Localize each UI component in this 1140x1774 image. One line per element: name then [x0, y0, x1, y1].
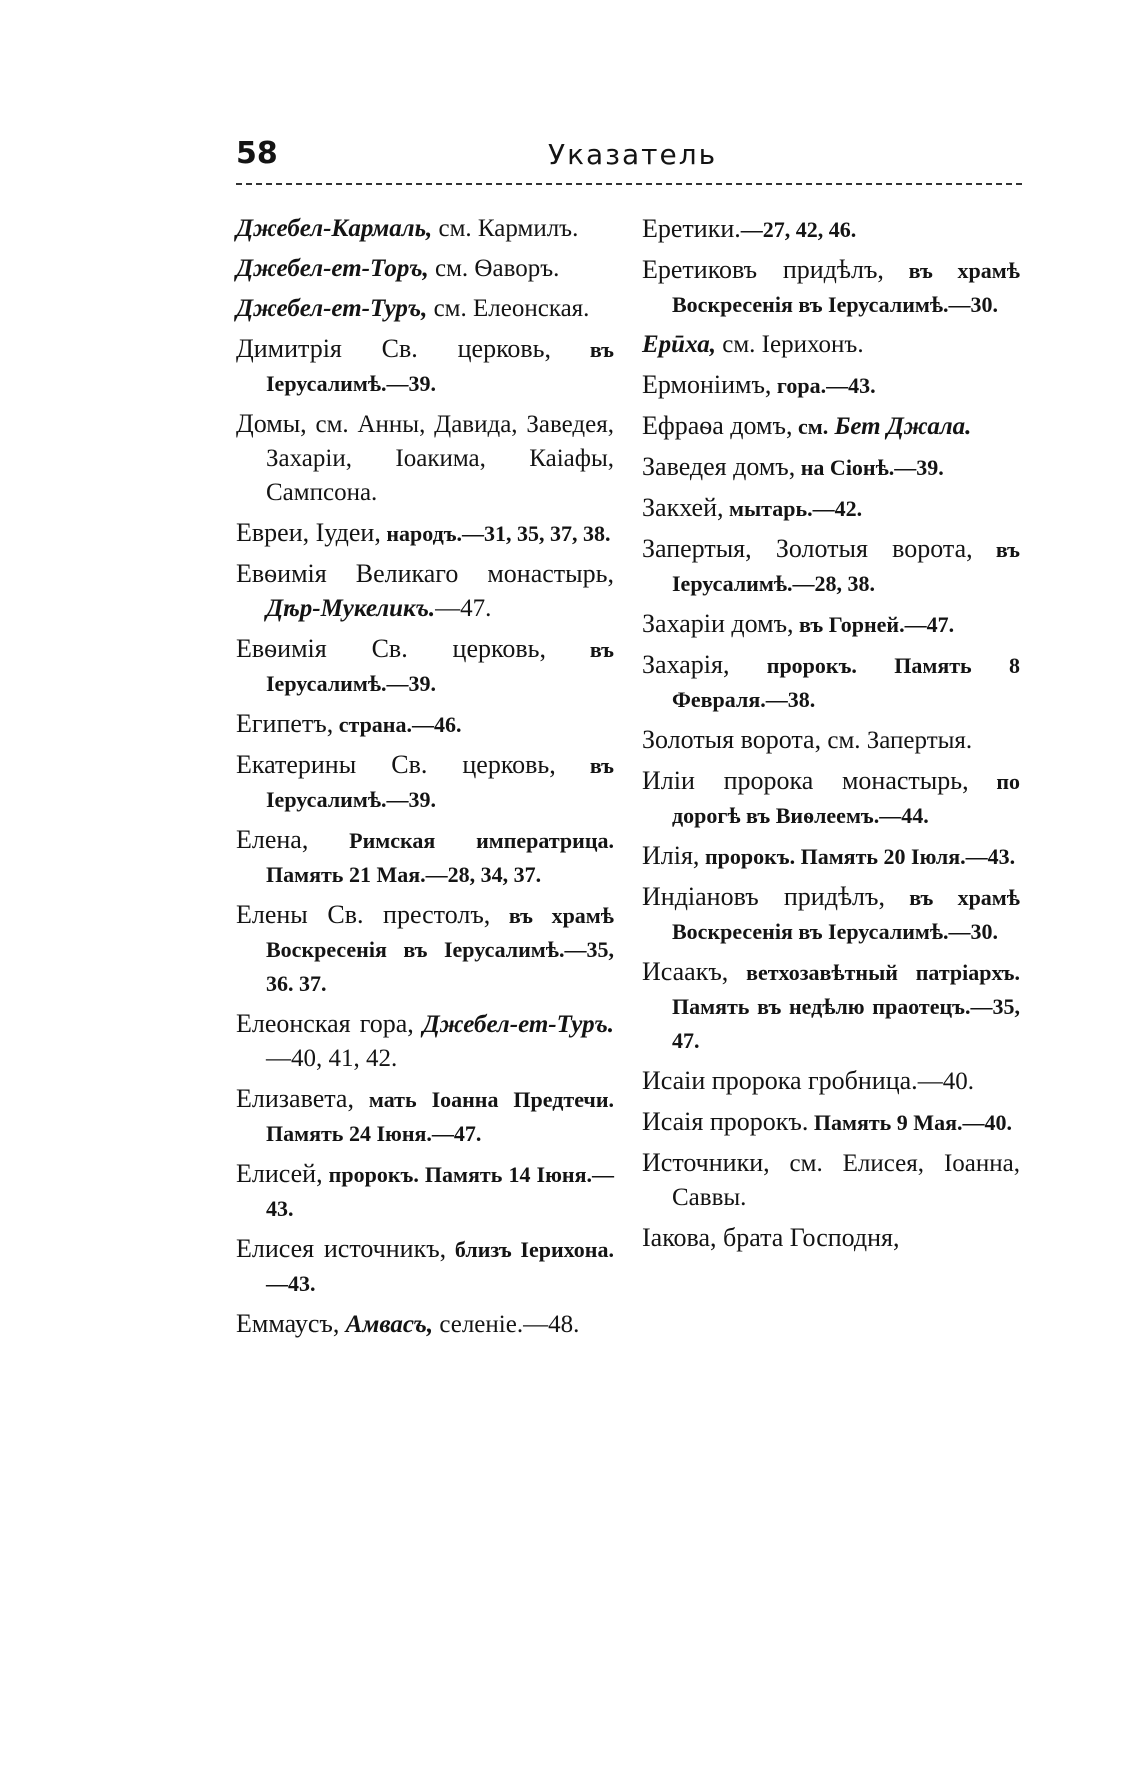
- index-entry: [236, 407, 614, 510]
- index-entry: [236, 1007, 614, 1076]
- index-entry-text: Евреи, Іудеи,: [236, 518, 381, 547]
- index-entry-text: пророкъ. Память 14 Іюня.—43.: [266, 1162, 614, 1221]
- index-entry: [642, 409, 1020, 444]
- index-entry: [642, 1105, 1020, 1140]
- index-entry: [642, 328, 1020, 362]
- index-entry: [236, 212, 614, 246]
- index-entry-text: см. Ѳаворъ.: [428, 255, 560, 282]
- index-entry: [642, 880, 1020, 949]
- index-entry-text: пророкъ. Память 8 Февраля.—38.: [672, 653, 1020, 712]
- index-entry: [236, 557, 614, 626]
- page-header: [236, 132, 1022, 182]
- index-entry-text: Джебел-Кармаль,: [236, 215, 433, 242]
- index-entry-text: Іакова, брата Господня,: [642, 1223, 900, 1252]
- index-entry: [642, 955, 1020, 1058]
- index-column-right: [642, 212, 1020, 1262]
- index-entry: [236, 332, 614, 401]
- index-entry-text: Амвасъ,: [339, 1311, 434, 1338]
- index-column-left: [236, 212, 614, 1348]
- index-entry-text: Ерӣха,: [642, 331, 716, 358]
- index-entry: [236, 1082, 614, 1151]
- index-entry-text: Джебел-ет-Туръ.: [413, 1011, 614, 1038]
- index-entry-text: Евѳимія Св. церковь,: [236, 634, 546, 663]
- index-entry-text: въ Іерусалимѣ.—39.: [266, 753, 614, 812]
- index-entry: [642, 1064, 1020, 1099]
- index-entry: [236, 1232, 614, 1301]
- index-entry-text: Бет Джала.: [828, 413, 972, 440]
- index-entry-text: Индіановъ придѣлъ,: [642, 882, 885, 911]
- index-entry-text: Дѣр-Мукеликъ.: [266, 595, 436, 622]
- index-entry: [236, 823, 614, 892]
- index-entry-text: Домы,: [236, 409, 307, 438]
- index-entry-text: въ Іерусалимѣ.—28, 38.: [672, 537, 1020, 596]
- index-entry-text: Екатерины Св. церковь,: [236, 750, 556, 779]
- index-entry: [642, 491, 1020, 526]
- index-entry-text: —40, 41, 42.: [266, 1045, 398, 1072]
- index-entry-text: —40.: [917, 1068, 974, 1095]
- index-entry-text: Елисея источникъ,: [236, 1234, 447, 1263]
- index-entry-text: въ Горней.—47.: [793, 612, 955, 637]
- page-title: Указатель: [548, 138, 718, 171]
- index-entry: [642, 1221, 1020, 1256]
- index-entry-text: Захаріи домъ,: [642, 609, 794, 638]
- index-entry-text: Иліи пророка монастырь,: [642, 766, 969, 795]
- index-entry-text: страна.—46.: [333, 712, 462, 737]
- index-entry-text: Исаіи пророка гробница.: [642, 1066, 918, 1095]
- index-entry-text: народъ.—31, 35, 37, 38.: [380, 521, 611, 546]
- index-entry: [236, 748, 614, 817]
- index-entry: [236, 516, 614, 551]
- index-entry-text: селеніе.—48.: [433, 1311, 580, 1338]
- index-entry-text: Ермоніимъ,: [642, 370, 772, 399]
- index-entry-text: Евѳимія Великаго монастырь,: [236, 559, 614, 588]
- index-entry-text: Еммаусъ,: [236, 1309, 340, 1338]
- index-entry-text: Исаакъ,: [642, 957, 729, 986]
- index-entry: [236, 898, 614, 1001]
- index-entry-text: Елены Св. престолъ,: [236, 900, 491, 929]
- index-entry-text: пророкъ. Память 20 Іюля.—43.: [699, 844, 1016, 869]
- index-entry-text: въ Іерусалимѣ.—39.: [266, 637, 614, 696]
- index-entry-text: ветхозавѣтный патріархъ. Память въ недѣлю праотецъ.—35, 47.: [672, 960, 1020, 1053]
- index-entry-text: Египетъ,: [236, 709, 334, 738]
- index-entry-text: Еретики.: [642, 214, 741, 243]
- index-entry: [642, 532, 1020, 601]
- index-entry: [642, 839, 1020, 874]
- index-entry-text: въ храмѣ Воскресенія въ Іерусалимѣ.—30.: [672, 885, 1020, 944]
- index-entry: [236, 252, 614, 286]
- index-entry-text: Память 9 Мая.—40.: [808, 1110, 1012, 1135]
- index-entry-text: мытарь.—42.: [723, 496, 863, 521]
- index-entry-text: Еретиковъ придѣлъ,: [642, 255, 884, 284]
- index-entry-text: см. Іерихонъ.: [716, 331, 864, 358]
- index-entry: [642, 607, 1020, 642]
- header-rule: [236, 183, 1022, 185]
- index-entry-text: Елена,: [236, 825, 309, 854]
- index-entry-text: Римская императрица. Память 21 Мая.—28, 34, 37.: [266, 828, 614, 887]
- index-entry-text: Джебел-ет-Туръ,: [236, 295, 428, 322]
- index-entry-text: см. Анны, Давида, Заведея, Захаріи, Іоакима, Каіафы, Сампсона.: [266, 411, 614, 506]
- index-entry-text: Елеонская гора,: [236, 1009, 414, 1038]
- index-entry-text: см. Кармилъ.: [432, 215, 579, 242]
- index-entry-text: Источники,: [642, 1148, 770, 1177]
- index-entry-text: близъ Іерихона.—43.: [266, 1237, 614, 1296]
- index-entry: [236, 632, 614, 701]
- index-entry: [236, 1307, 614, 1342]
- index-entry-text: Исаія пророкъ.: [642, 1107, 809, 1136]
- index-entry-text: —47.: [435, 595, 492, 622]
- index-entry: [642, 723, 1020, 758]
- index-entry: [642, 764, 1020, 833]
- index-entry-text: гора.—43.: [771, 373, 876, 398]
- index-entry-text: —27, 42, 46.: [740, 217, 857, 242]
- index-entry-text: см.: [792, 414, 829, 439]
- page-number: 58: [236, 136, 278, 171]
- index-entry: [642, 253, 1020, 322]
- index-entry: [642, 212, 1020, 247]
- index-entry-text: Елизавета,: [236, 1084, 354, 1113]
- index-entry-text: въ храмѣ Воскресенія въ Іерусалимѣ.—30.: [672, 258, 1020, 317]
- index-entry-text: Заведея домъ,: [642, 452, 796, 481]
- index-entry: [642, 450, 1020, 485]
- index-entry-text: Ефраѳа домъ,: [642, 411, 793, 440]
- index-entry: [236, 1157, 614, 1226]
- index-entry-text: Елисей,: [236, 1159, 323, 1188]
- index-entry-text: Закхей,: [642, 493, 724, 522]
- index-entry-text: въ храмѣ Воскресенія въ Іерусалимѣ.—35, 36. 37.: [266, 903, 614, 996]
- index-entry-text: Золотыя ворота,: [642, 725, 822, 754]
- index-entry-text: Димитрія Св. церковь,: [236, 334, 552, 363]
- index-entry-text: по дорогѣ въ Виѳлеемъ.—44.: [672, 769, 1020, 828]
- index-entry-text: мать Іоанна Предтечи. Память 24 Іюня.—47.: [266, 1087, 614, 1146]
- index-entry-text: см. Запертыя.: [821, 727, 973, 754]
- index-entry: [236, 292, 614, 326]
- index-entry-text: въ Іерусалимѣ.—39.: [266, 337, 614, 396]
- index-entry: [642, 648, 1020, 717]
- index-entry-text: Джебел-ет-Торъ,: [236, 255, 429, 282]
- index-entry: [642, 368, 1020, 403]
- index-entry-text: Запертыя, Золотыя ворота,: [642, 534, 973, 563]
- index-entry-text: Илія,: [642, 841, 700, 870]
- index-entry-text: Захарія,: [642, 650, 730, 679]
- index-entry: [236, 707, 614, 742]
- index-entry-text: см. Елеонская.: [427, 295, 590, 322]
- index-entry-text: на Сіонѣ.—39.: [795, 455, 944, 480]
- index-entry: [642, 1146, 1020, 1215]
- index-entry-text: см. Елисея, Іоанна, Саввы.: [672, 1150, 1020, 1211]
